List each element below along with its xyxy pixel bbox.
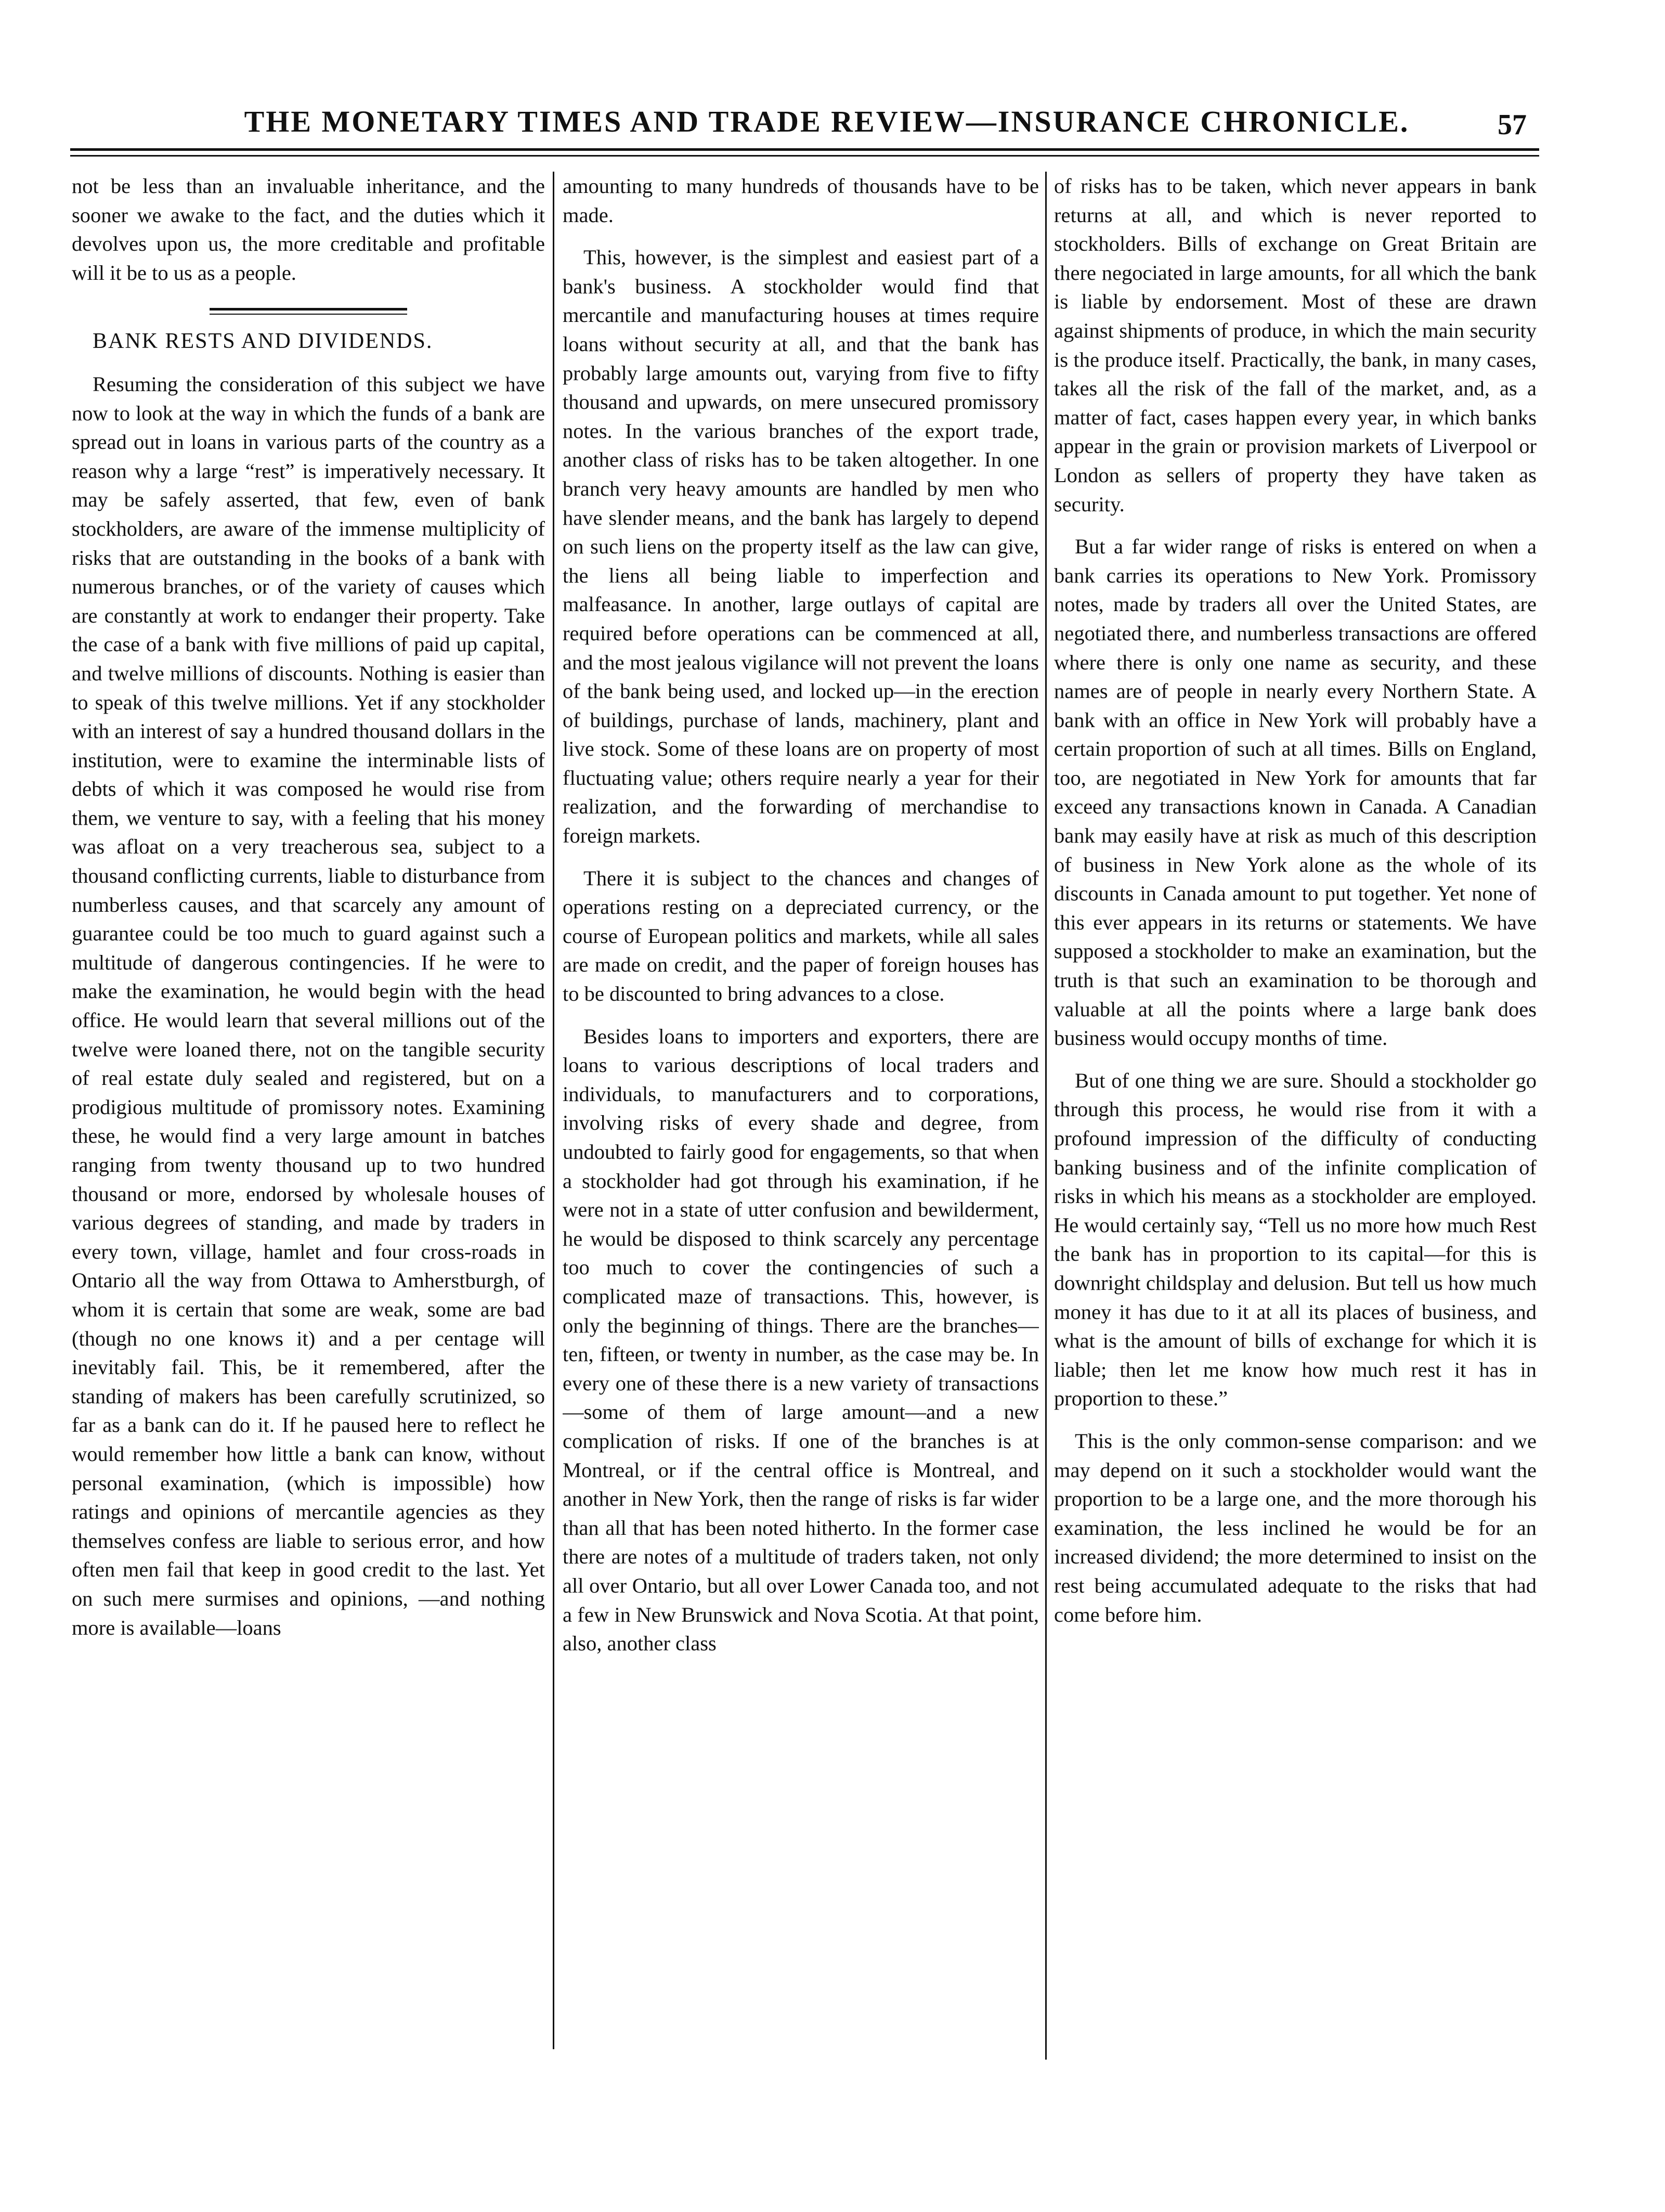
article-separator [210,308,407,315]
page-header-title: THE MONETARY TIMES AND TRADE REVIEW—INSURANCE CHRONICLE. [244,105,1410,138]
paragraph: But of one thing we are sure. Should a stockholder go through this process, he would rise from it with a profound impression of the difficulty of conducting banking business and of the infinite complication of risks in which his means as a stockholder are employed. He would certainly say, “Tell us no more how much Rest the bank has in proportion to its capital—for this is downright childsplay and delusion. But tell us how much money it has due to it at all its places of business, and what is the amount of bills of exchange for which it is liable; then let me know how much rest it has in proportion to these.” [1054,1068,1537,1411]
paragraph: But a far wider range of risks is entered on when a bank carries its operations to New York. Promissory notes, made by traders all over the United States, are negotiated there, and numberless transactions are offered where there is only one name as security, and these names are of people in nearly every Northern State. A bank with an office in New York will probably have a certain proportion of such at all times. Bills on England, too, are negotiated in New York for amounts that far exceed any transactions known in Canada. A Canadian bank may easily have at risk as much of this description of business in New York alone as the whole of its discounts in Canada amount to put together. Yet none of this ever appears in its returns or statements. We have supposed a stockholder to make an examination, but the truth is that such an examination to be thorough and valuable at all the points where a large bank does business would occupy months of time. [1054,535,1537,1050]
paragraph: amounting to many hundreds of thousands have to be made. [563,174,1039,227]
article-title: BANK RESTS AND DIVIDENDS. [93,329,433,354]
header-rule-thick [70,148,1539,151]
paragraph: This is the only common-sense comparison: and we may depend on it such a stockholder would want the proportion to be a large one, and the more thorough his examination, the less inclined he would be for an increased dividend; the more determined to insist on the rest being accumulated adequate to the risks that had come before him. [1054,1429,1537,1626]
lead-paragraph: not be less than an invaluable inheritance, and the sooner we awake to the fact, and the duties which it devolves upon us, the more creditable and profitable will it be to us as a people. [72,174,545,284]
paragraph: There it is subject to the chances and changes of operations resting on a depreciated currency, or the course of European politics and markets, while all sales are made on credit, and the paper of foreign houses has to be discounted to bring advances to a close. [563,866,1039,1006]
paragraph: Resuming the consideration of this subject we have now to look at the way in which the funds of a bank are spread out in loans in various parts of the country as a reason why a large “rest” is imperatively necessary. It may be safely asserted, that few, even of bank stockholders, are aware of the immense multiplicity of risks that are outstanding in the books of a bank with numerous branches, or of the variety of causes which are constantly at work to endanger their property. Take the case of a bank with five millions of paid up capital, and twelve millions of discounts. Nothing is easier than to speak of this twelve millions. Yet if any stockholder with an interest of say a hundred thousand dollars in the institution, were to examine the interminable lists of debts of which it was composed he would rise from them, we venture to say, with a feeling that his money was afloat on a very treacherous sea, subject to a thousand conflicting currents, liable to disturbance from numberless causes, and that scarcely any amount of guarantee could be too much to guard against such a multitude of dangerous contingencies. If he were to make the examination, he would begin with the head office. He would learn that several millions out of the twelve were loaned there, not on the tangible security of real estate duly sealed and registered, but on a prodigious multitude of promissory notes. Examining these, he would find a very large amount in batches ranging from twenty thousand up to two hundred thousand or more, endorsed by wholesale houses of various degrees of standing, and made by traders in every town, village, hamlet and four cross-roads in Ontario all the way from Ottawa to Amherstburgh, of whom it is certain that some are weak, some are bad (though no one knows it) and a per centage will inevitably fail. This, be it remembered, after the standing of makers has been carefully scrutinized, so far as a bank can do it. If he paused here to reflect he would remember how little a bank can know, without personal examination, (which is impossible) how ratings and opinions of mercantile agencies as they themselves confess are liable to serious error, and how often men fail that keep in good credit to the last. Yet on such mere surmises and opinions, —and nothing more is available—loans [72,372,545,1639]
column-2 [563,172,1039,2049]
column-3 [1054,172,1537,2049]
paragraph: This, however, is the simplest and easiest part of a bank's business. A stockholder would find that mercantile and manufacturing houses at times require loans without security at all, and that the bank has probably large amounts out, varying from five to fifty thousand and upwards, on mere unsecured promissory notes. In the various branches of the export trade, another class of risks has to be taken altogether. In one branch very heavy amounts are handled by men who have slender means, and the bank has largely to depend on such liens on the property itself as the law can give, the liens all being liable to imperfection and malfeasance. In another, large outlays of capital are required before operations can be commenced at all, and the most jealous vigilance will not prevent the loans of the bank being used, and locked up—in the erection of buildings, purchase of lands, machinery, plant and live stock. Some of these loans are on property of most fluctuating value; others require nearly a year for their realization, and the forwarding of merchandise to foreign markets. [563,245,1039,848]
paragraph: of risks has to be taken, which never appears in bank returns at all, and which is never reported to stockholders. Bills of exchange on Great Britain are there negociated in large amounts, for all which the bank is liable by endorsement. Most of these are drawn against shipments of produce, in which the main security is the produce itself. Practically, the bank, in many cases, takes all the risk of the fall of the market, and, as a matter of fact, cases happen every year, in which banks appear in the grain or provision markets of Liverpool or London as sellers of property they have taken as security. [1054,174,1537,516]
column-1 [72,172,545,2049]
column-divider [553,172,554,2049]
column-divider [1045,172,1047,2060]
page-number: 57 [1498,109,1527,141]
paragraph: Besides loans to importers and exporters, there are loans to various descriptions of local traders and individuals, to manufacturers and to corporations, involving risks of every shade and degree, from undoubted to fairly good for engagements, so that when a stockholder had got through his examination, if he were not in a state of utter confusion and bewilderment, he would be disposed to think scarcely any percentage too much to cover the contingencies of such a complicated maze of transactions. This, however, is only the beginning of things. There are the branches—ten, fifteen, or twenty in number, as the case may be. In every one of these there is a new variety of transactions—some of them of large amount—and a new complication of risks. If one of the branches is at Montreal, or if the central office is Montreal, and another in New York, then the range of risks is far wider than all that has been noted hitherto. In the former case there are notes of a multitude of traders taken, not only all over Ontario, but all over Lower Canada too, and not a few in New Brunswick and Nova Scotia. At that point, also, another class [563,1024,1039,1655]
header-rule-thin [70,155,1539,157]
